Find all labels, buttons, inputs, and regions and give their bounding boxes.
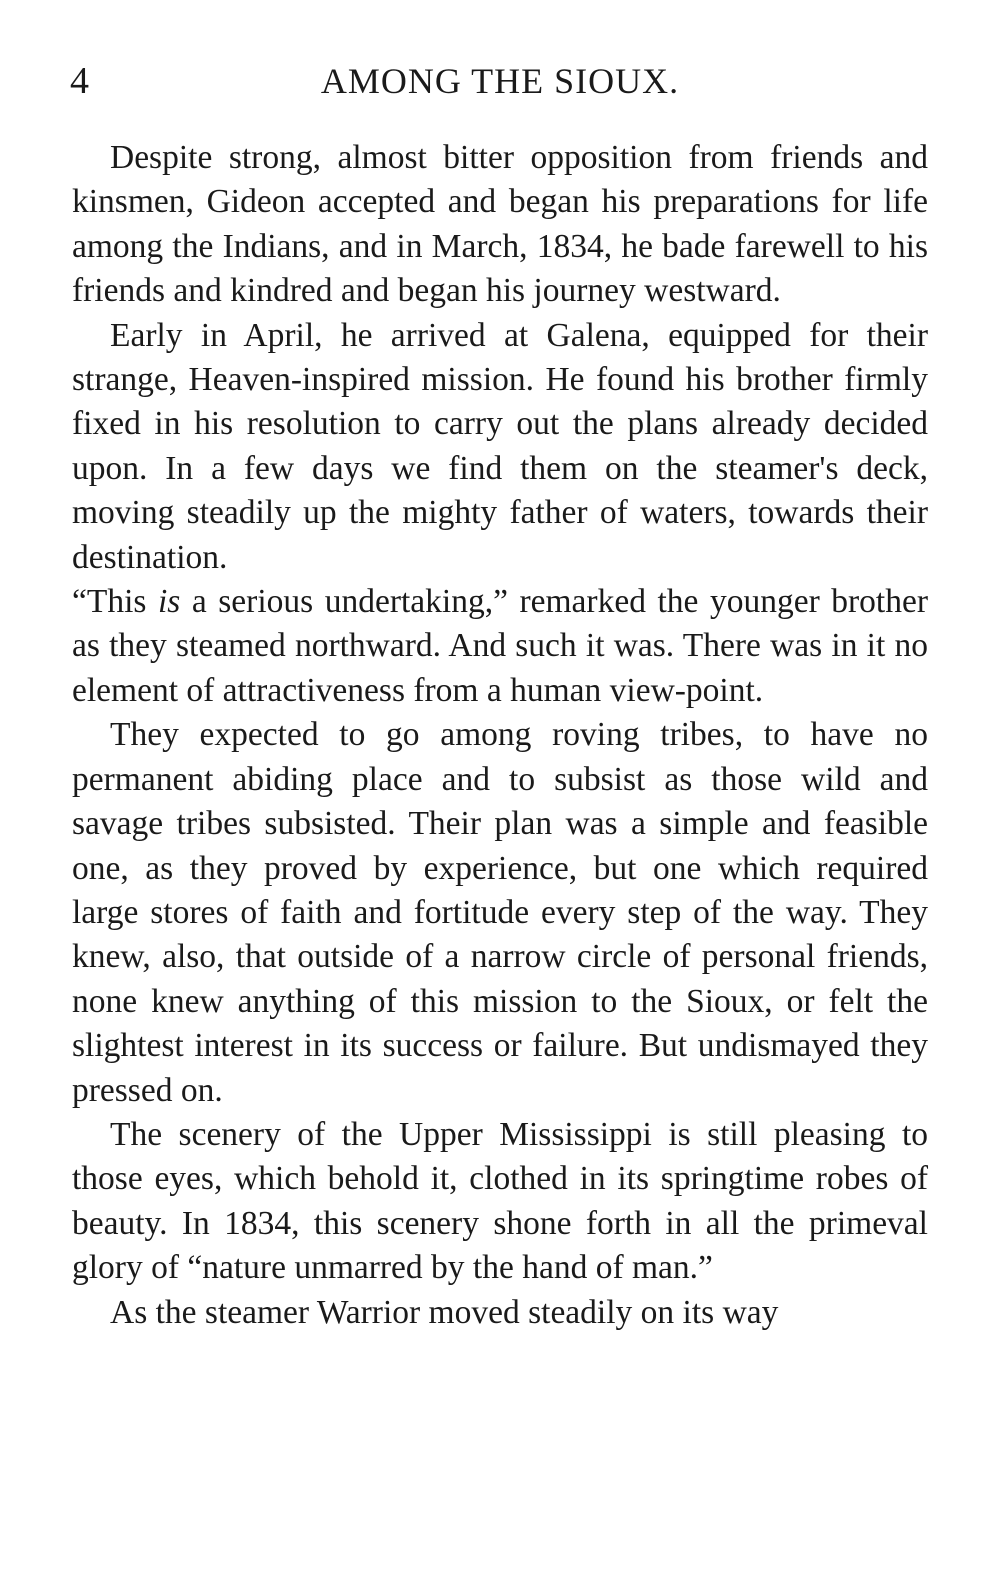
body-text [72, 136, 928, 1335]
running-title: AMONG THE SIOUX. [320, 61, 680, 101]
quote-emphasis: is [157, 583, 181, 621]
quote-rest: a serious undertaking,” remarked the younger brother as they steamed northward. And such it was. There was in it no element of attractiveness from a human view-point. [72, 583, 928, 709]
paragraph-5: As the steamer Warrior moved steadily on its way [110, 1293, 779, 1331]
page-header [70, 56, 930, 106]
paragraph-3: They expected to go among roving tribes, to have no permanent abiding place and to subsist as those wild and savage tribes subsisted. Their plan was a simple and feasible one, as they proved by experience, but one which required large stores of faith and fortitude every step of the way. They knew, also, that outside of a narrow circle of personal friends, none knew anything of this mission to the Sioux, or felt the slightest interest in its success or failure. But undismayed they pressed on. [72, 716, 928, 1109]
page-number: 4 [70, 60, 89, 102]
paragraph-2 [72, 314, 928, 714]
quote-open: “This [72, 583, 158, 621]
paragraph-2-text: Early in April, he arrived at Galena, equipped for their strange, Heaven-inspired mission. He found his brother firmly fixed in his resolution to carry out the plans already decided upon. In a few days we find them on the steamer's deck, moving steadily up the mighty father of waters, towards their destination. [72, 316, 928, 576]
paragraph-1: Despite strong, almost bitter opposition from friends and kinsmen, Gideon accepted and began his preparations for life among the Indians, and in March, 1834, he bade farewell to his friends and kindred and began his journey westward. [72, 139, 928, 310]
paragraph-4: The scenery of the Upper Mississippi is still pleasing to those eyes, which behold it, clothed in its springtime robes of beauty. In 1834, this scenery shone forth in all the primeval glory of “nature unmarred by the hand of man.” [72, 1115, 928, 1287]
